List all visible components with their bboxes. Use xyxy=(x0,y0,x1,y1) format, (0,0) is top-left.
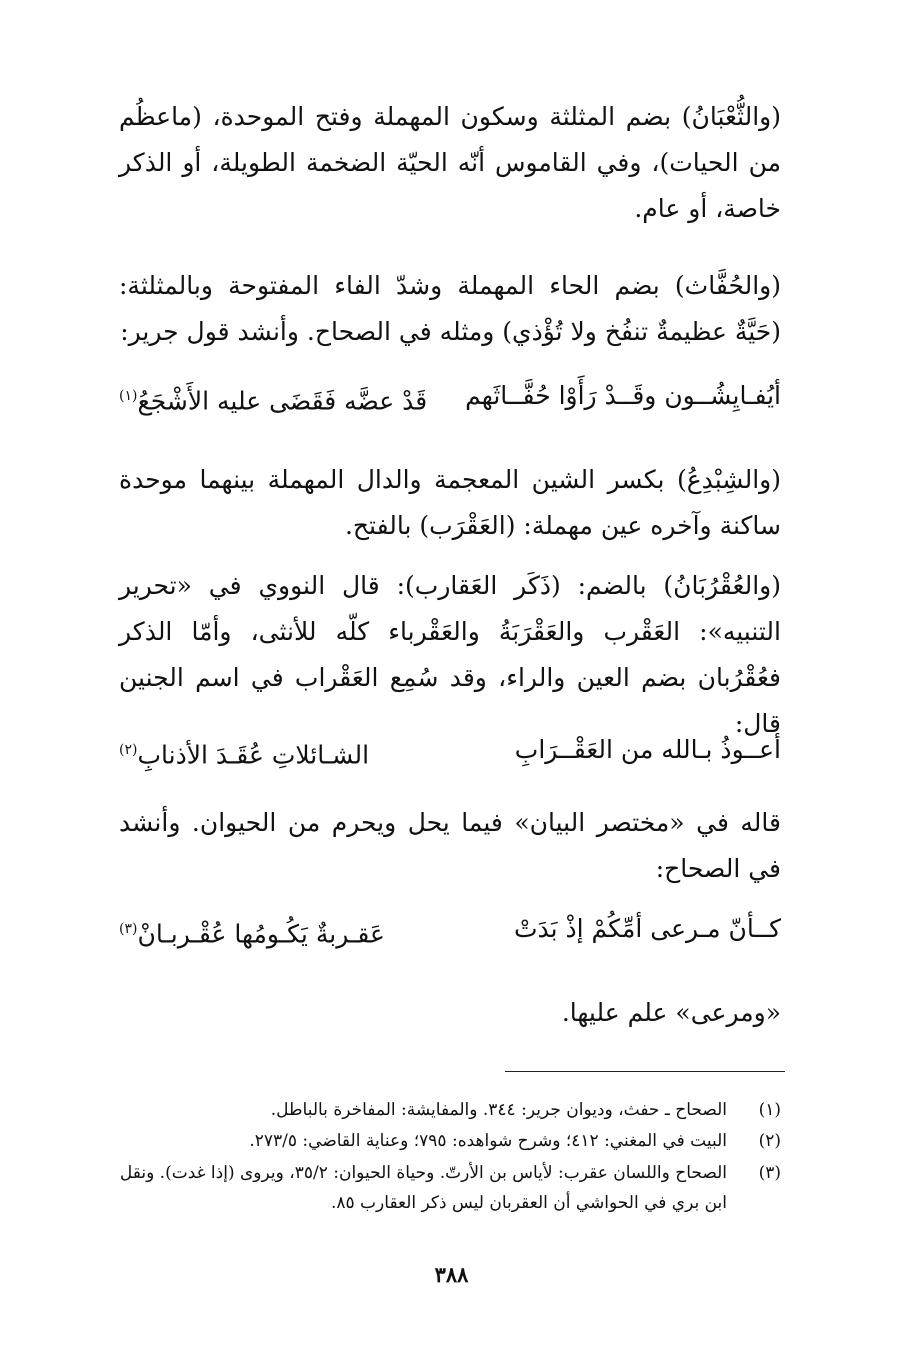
paragraph-mukhtasar: قاله في «مختصر البيان» فيما يحل ويحرم من الحيوان. وأنشد في الصحاح: xyxy=(119,808,781,883)
footnote-divider xyxy=(505,1071,785,1072)
footnote-3 xyxy=(119,1158,781,1218)
verse-first-hemistich: أعــوذُ بـالله من العَقْــرَابِ xyxy=(514,735,781,764)
verse-first-hemistich: كــأنّ مـرعى أمِّكُمْ إذْ بَدَتْ xyxy=(513,914,781,943)
verse-second-hemistich xyxy=(119,373,427,424)
verse-kaanna xyxy=(119,906,781,952)
verse-aoodhu xyxy=(119,727,781,773)
verse-first-hemistich: أيُفـايِشُــون وقَــدْ رَأَوْا حُفَّــاثَهم xyxy=(465,381,781,410)
paragraph-huffath: (والحُفَّاث) بضم الحاء المهملة وشدّ الفاء المفتوحة وبالمثلثة: (حَيَّةٌ عظيمةٌ تنفُخ ولا تُؤْذي) ومثله في الصحاح. وأنشد قول جرير: xyxy=(119,271,781,346)
footnote-number: (٣) xyxy=(758,1163,781,1183)
paragraph-thuban: (والثُّعْبَانُ) بضم المثلثة وسكون المهملة وفتح الموحدة، (ماعظُم من الحيات)، وفي القاموس أنّه الحيّة الضخمة الطويلة، أو الذكر خاصة، أو عام. xyxy=(119,102,781,223)
paragraph-marAA: «ومرعى» علم عليها. xyxy=(561,998,781,1027)
footnote-text: الصحاح واللسان عقرب: لأياس بن الأرتّ. وحياة الحيوان: ٣٥/٢، ويروى (إذا غدت). ونقل ابن بري في الحواشي أن العقربان ليس ذكر العقارب ٨٥. xyxy=(119,1163,727,1213)
footnote-1 xyxy=(119,1095,781,1125)
verse-second-hemistich xyxy=(119,727,369,778)
verse-second-text: الشـائلاتِ عُقَـدَ الأذنابِ xyxy=(137,740,370,770)
footnote-text: الصحاح ـ حفث، وديوان جرير: ٣٤٤. والمفايشة: المفاخرة بالباطل. xyxy=(270,1100,727,1120)
paragraph-uqruban: (والعُقْرُبَانُ) بالضم: (ذَكَر العَقارب): قال النووي في «تحرير التنبيه»: العَقْرب والعَقْرَبَةُ والعَقْرباء كلّه للأنثى، وأمّا الذكر فعُقْرُبان بضم العين والراء، وقد سُمِع العَقْراب في اسم الجنين قال: xyxy=(119,571,781,738)
verse-second-text: قَدْ عضَّه فَقَضَى عليه الأَشْجَعُ xyxy=(137,386,428,416)
footnote-ref: (١) xyxy=(119,388,138,404)
footnote-number: (٢) xyxy=(758,1131,781,1151)
footnote-text: البيت في المغني: ٤١٢؛ وشرح شواهده: ٧٩٥؛ وعناية القاضي: ٢٧٣/٥. xyxy=(249,1131,727,1151)
verse-second-hemistich xyxy=(119,906,385,957)
footnote-ref: (٣) xyxy=(119,921,138,937)
footnote-ref: (٢) xyxy=(119,742,138,758)
verse-second-text: عَقـربةٌ يَكُـومُها عُقْـربـانْ xyxy=(137,919,385,949)
footnote-number: (١) xyxy=(758,1100,781,1120)
footnote-2 xyxy=(119,1126,781,1156)
page-number: ٣٨٨ xyxy=(434,1262,469,1287)
verse-jarir xyxy=(119,373,781,419)
paragraph-shibdi: (والشِبْدِعُ) بكسر الشين المعجمة والدال المهملة بينهما موحدة ساكنة وآخره عين مهملة: (العَقْرَب) بالفتح. xyxy=(119,465,781,540)
